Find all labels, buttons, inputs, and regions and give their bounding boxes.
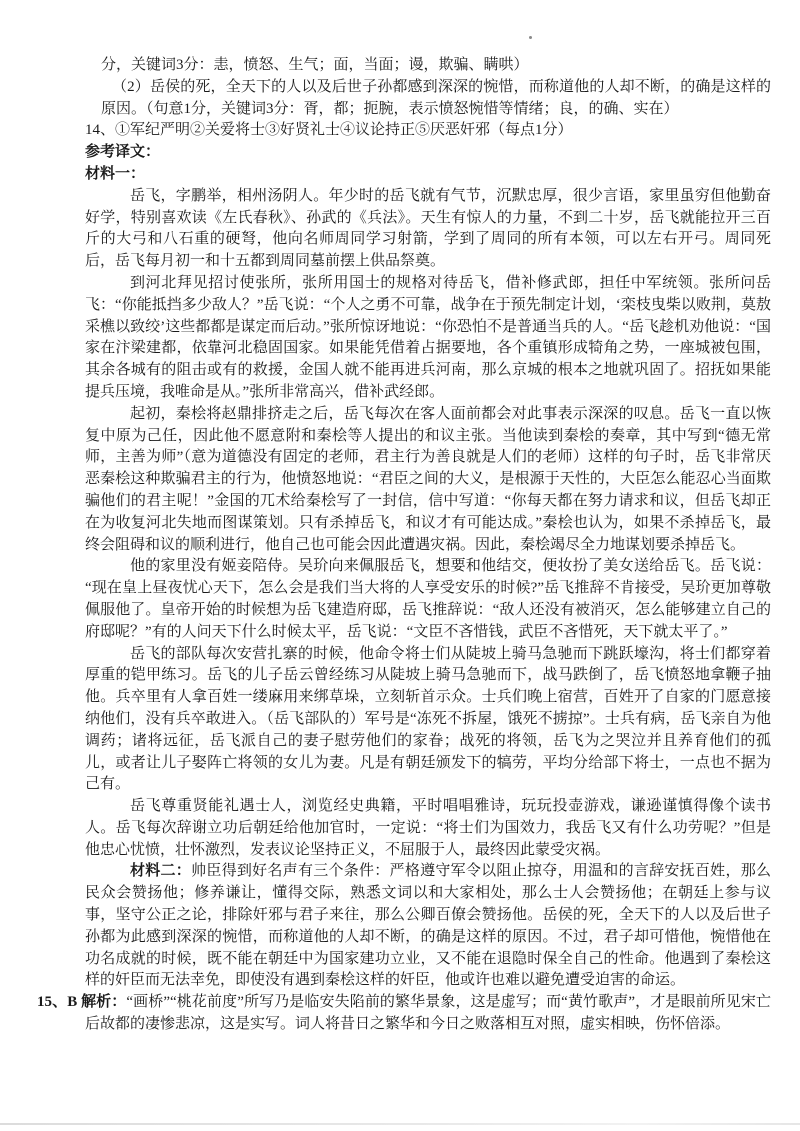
- material1-paragraph-4: 他的家里没有姬妾陪侍。吴玠向来佩服岳飞，想要和他结交，便妆扮了美女送给岳飞。岳飞说：“现在皇上昼夜忧心天下，怎么会是我们当大将的人享受安乐的时候?”岳飞推辞不肯接受，吴玠更加尊敬佩服他了。皇帝开始的时候想为岳飞建造府邸，岳飞推辞说：“敌人还没有被消灭，怎么能够建立自己的府邸呢？”有的人问天下什么时候太平，岳飞说：“文臣不吝惜钱，武臣不吝惜死，天下就太平了。”: [85, 558, 771, 640]
- material1-label: 材料一：: [85, 165, 146, 182]
- material2-label: 材料二：: [130, 863, 192, 880]
- q15-number: 15、B: [37, 994, 78, 1011]
- material1-paragraph-2: 到河北拜见招讨使张所，张所用国士的规格对待岳飞，借补修武郎，担任中军统领。张所问岳飞：“你能抵挡多少敌人？”岳飞说：“个人之勇不可靠，战争在于预先制定计划，‘栾枝曳柴以败荆，莫敖采樵以致绞’这些都都是谋定而后动。”张所惊讶地说：“你恐怕不是普通当兵的人。“岳飞趁机劝他说：“国家在汴梁建都，依靠河北稳固国家。如果能凭借着占据要地，各个重镇形成犄角之势，一座城被包围，其余各城有的阻击或有的救援，金国人就不能再进兵河南，那么京城的根本之地就巩固了。招抚如果能提兵压境，我唯命是从。”张所非常高兴，借补武经郎。: [85, 274, 771, 400]
- q15-answer-line: [37, 992, 771, 1036]
- material1-paragraph-5: 岳飞的部队每次安营扎寨的时候，他命令将士们从陡坡上骑马急驰而下跳跃壕沟，将士们都穿着厚重的铠甲练习。岳飞的儿子岳云曾经练习从陡坡上骑马急驰而下，战马跌倒了，岳飞愤怒地拿鞭子抽他。兵卒里有人拿百姓一缕麻用来绑草垛，立刻斩首示众。士兵们晚上宿营，百姓开了自家的门愿意接纳他们，没有兵卒敢进入。（岳飞部队的）军号是“冻死不拆屋，饿死不掳掠”。士兵有病，岳飞亲自为他调药；诸将远征，岳飞派自己的妻子慰劳他们的家眷；战死的将领，岳飞为之哭泣并且养育他们的孤儿，或者让儿子娶阵亡将领的女儿为妻。凡是有朝廷颁发下的犒劳，平均分给部下将士，一点也不据为己有。: [85, 645, 771, 793]
- answer-text-column: [37, 55, 771, 1036]
- material1-paragraph-1: 岳飞，字鹏举，相州汤阴人。年少时的岳飞就有气节，沉默忠厚，很少言语，家里虽穷但他勤奋好学，特别喜欢读《左氏春秋》、孙武的《兵法》。天生有惊人的力量，不到二十岁，岳飞就能拉开三百斤的大弓和八石重的硬弩，他向名师周同学习射箭，学到了周同的所有本领，可以左右开弓。周同死后，岳飞每月初一和十五都到周同墓前摆上供品祭奠。: [85, 187, 771, 270]
- translation-label: 参考译文：: [85, 144, 161, 161]
- q13-item2-answer: （2）岳侯的死，全天下的人以及后世子孙都感到深深的惋惜，而称道他的人却不断，的确是这样的原因。（句意1分，关键词3分：胥，都；扼腕，表示愤怒惋惜等情绪；良，的确、实在）: [101, 78, 771, 117]
- q13-keywords-line: 分，关键词3分：恚，愤怒、生气；面，当面；谩，欺骗、瞒哄）: [101, 57, 529, 73]
- scan-dot-artifact: [529, 36, 532, 39]
- material2-paragraph: [85, 861, 771, 992]
- scan-edge-artifact: [0, 1123, 800, 1125]
- q15-analysis-label: 解析：: [77, 994, 127, 1011]
- material1-paragraph-6: 岳飞尊重贤能礼遇士人，浏览经史典籍，平时唱唱雅诗，玩玩投壶游戏，谦逊谨慎得像个读书人。岳飞每次辞谢立功后朝廷给他加官时，一定说：“将士们为国效力，我岳飞又有什么功劳呢？”但是他忠心忧愤，壮怀激烈，发表议论坚持正义，不屈服于人，最终因此蒙受灾祸。: [85, 798, 771, 858]
- q14-answer-line: 14、①军纪严明②关爱将士③好贤礼士④议论持正⑤厌恶奸邪（每点1分）: [85, 122, 573, 139]
- q13-answer-tail: [101, 55, 771, 120]
- material1-paragraph-3: 起初，秦桧将赵鼎排挤走之后，岳飞每次在客人面前都会对此事表示深深的叹息。岳飞一直以恢复中原为己任，因此他不愿意附和秦桧等人提出的和议主张。当他读到秦桧的奏章，其中写到“德无常师，主善为师”（意为道德没有固定的老师，君主行为善良就是人们的老师）这样的句子时，岳飞非常厌恶秦桧这种欺骗君主的行为，他愤怒地说：“君臣之间的大义，是根源于天性的，大臣怎么能忍心当面欺骗他们的君主呢！”金国的兀术给秦桧写了一封信，信中写道：“你每天都在努力请求和议，但岳飞却正在为收复河北失地而图谋策划。只有杀掉岳飞，和议才有可能达成。”秦桧也认为，如果不杀掉岳飞，最终会阻碍和议的顺利进行，他自己也可能会因此遭遇灾祸。因此，秦桧竭尽全力地谋划要杀掉岳飞。: [85, 405, 771, 553]
- material2-text: 帅臣得到好名声有三个条件：严格遵守军令以阻止掠夺，用温和的言辞安抚百姓，那么民众会赞扬他；修养谦让，懂得交际，熟悉文词以和大家相处，那么士人会赞扬他；在朝廷上参与议事，坚守公正之论，排除奸邪与君子来往，那么公卿百僚会赞扬他。岳侯的死，全天下的人以及后世子孙都为此感到深深的惋惜，而称道他的人却不断，的确是这样的原因。不过，君子却可惜他，惋惜他在功名成就的时候，既不能在朝廷中为国家建功立业，又不能在退隐时保全自己的性命。他遇到了秦桧这样的奸臣而无法幸免，即使没有遇到秦桧这样的奸臣，他或许也难以避免遭受迫害的命运。: [85, 863, 771, 989]
- q15-analysis-text: “画桥”“桃花前度”所写乃是临安失陷前的繁华景象，这是虚写；而“黄竹歌声”，才是眼前所见宋亡后故都的凄惨悲凉，这是实写。词人将昔日之繁华和今日之败落相互对照，虚实相映，伤怀倍添。: [85, 994, 771, 1033]
